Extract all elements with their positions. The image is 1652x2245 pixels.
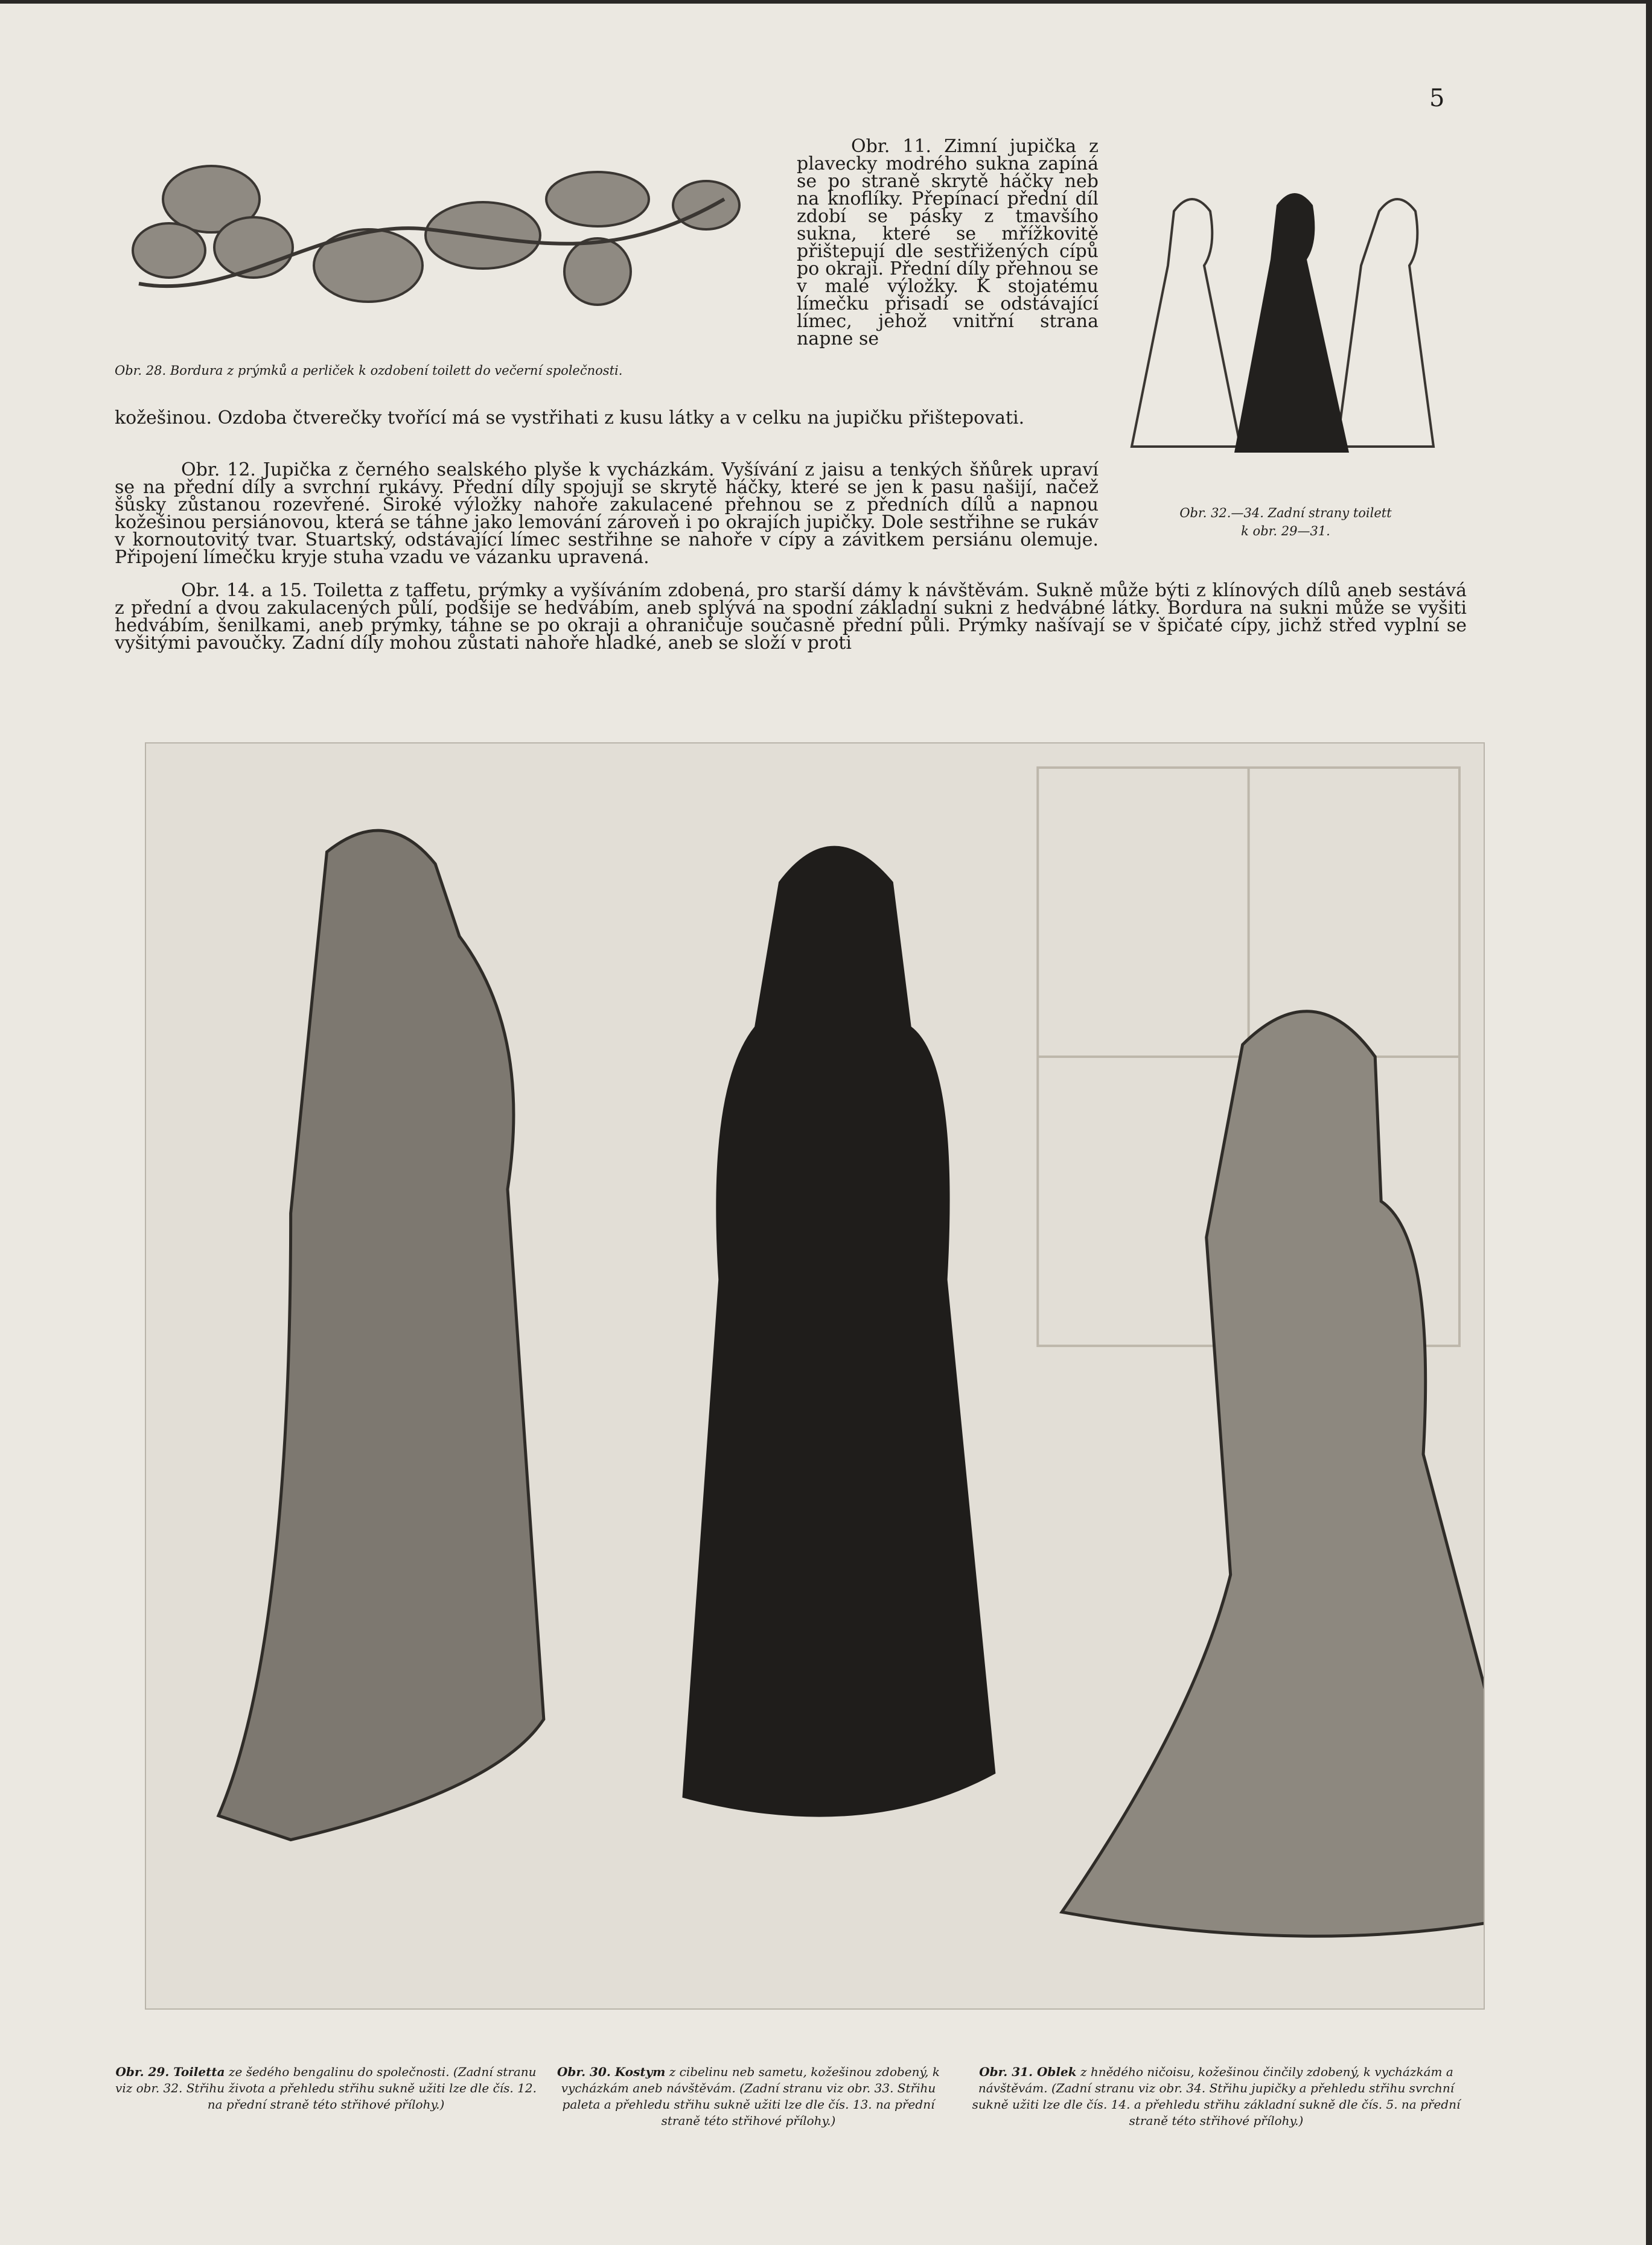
figure-30-caption-title: Obr. 30. Kostym (557, 2065, 666, 2079)
figure-30-caption-text: z cibelinu neb sametu, kožešinou zdobený, k vycházkám aneb návštěvám. (Zadní stranu viz obr. 33. Střihu paleta a přehledu střihu sukně užiti lze dle čís. 13. na přední straně této střihové přílohy.) (561, 2065, 940, 2128)
figure-30-caption (549, 2064, 948, 2129)
figure-31-caption-text: z hnědého ničoisu, kožešinou činčily zdobený, k vycházkám a návštěvám. (Zadní stranu viz obr. 34. Střihu jupičky a přehledu střihu svrchní sukně užiti lze dle čís. 14. a přehledu střihu základní sukně dle čís. 5. na přední straně této střihové přílohy.) (972, 2065, 1461, 2128)
obr14-15-text: Obr. 14. a 15. Toiletta z taffetu, prýmky a vyšíváním zdobená, pro starší dámy k návštěvám. Sukně může býti z klínových dílů aneb sestává z přední a dvou zakulacených půlí, podšije se hedvábím, aneb splývá na spodní základní sukni z hedvábné látky. Bordura na sukni může se vyšiti hedvábím, šenilkami, aneb prýmky, táhne se po okraji a ohraničuje současně přední půli. Prýmky našívají se v špičaté cípy, jichž střed vyplní se vyšitými pavoučky. Zadní díly mohou zůstati nahoře hladké, aneb se složí v proti (115, 580, 1467, 654)
fashion-plate-illustration (145, 742, 1485, 2010)
page-number: 5 (1429, 84, 1445, 112)
figure-32-34-caption-line2: k obr. 29—31. (1241, 524, 1330, 538)
lace-border-drawing (115, 145, 748, 332)
figure-29-caption-text: ze šedého bengalinu do společnosti. (Zadní stranu viz obr. 32. Střihu života a přehledu střihu sukně užiti lze dle čís. 12. na přední straně této střihové přílohy.) (115, 2065, 537, 2112)
obr12-text: Obr. 12. Jupička z černého sealského plyše k vycházkám. Vyšívání z jaisu a tenkých šňůrek upraví se na přední díly a svrchní rukávy. Přední díly spojují se skrytě háčky, které se jen k pasu našijí, načež šůsky zůstanou rozevřené. Široké výložky nahoře zakulacené přehnou se z předních dílů a napnou kožešinou persiánovou, která se táhne jako lemování zároveň i po okrajích jupičky. Dole sestřihne se rukáv v kornoutovitý tvar. Stuartský, odstávající límec sestřihne se nahoře v cípy a závitkem persiánu olemuje. Připojení límečku kryje stuha vzadu ve vázanku upravená. (115, 459, 1099, 568)
figure-29-caption-title: Obr. 29. Toiletta (115, 2065, 225, 2079)
figure-28-caption: Obr. 28. Bordura z prýmků a perliček k ozdobení toilett do večerní společnosti. (115, 363, 623, 378)
figure-29-caption (115, 2064, 537, 2113)
figure-31-caption (966, 2064, 1467, 2129)
page-top-edge (0, 0, 1652, 4)
fashion-plate-drawing (146, 744, 1484, 2008)
back-views-illustration (1120, 163, 1446, 459)
back-views-drawing (1120, 163, 1446, 459)
obr14-15-paragraph (115, 582, 1467, 652)
lace-border-illustration (115, 145, 748, 332)
obr11-column-text: Obr. 11. Zimní jupička z plavecky modrého sukna zapíná se po straně skrytě háčky neb na knoflíky. Přepínací přední díl zdobí se pásky z tmavšího sukna, které se mřížkovitě přištepují dle sestřižených cípů po okraji. Přední díly přehnou se v malé výložky. K stojatému límečku přisadí se odstávající límec, jehož vnitřní strana napne se (797, 136, 1099, 349)
figure-32-34-caption-line1: Obr. 32.—34. Zadní strany toilett (1179, 506, 1392, 520)
figure-31-caption-title: Obr. 31. Oblek (979, 2065, 1077, 2079)
obr12-paragraph (115, 461, 1099, 566)
obr11-continuation-text: kožešinou. Ozdoba čtverečky tvořící má se vystřihati z kusu látky a v celku na jupičku přištepovati. (115, 407, 1025, 428)
page-right-edge (1646, 0, 1652, 2245)
